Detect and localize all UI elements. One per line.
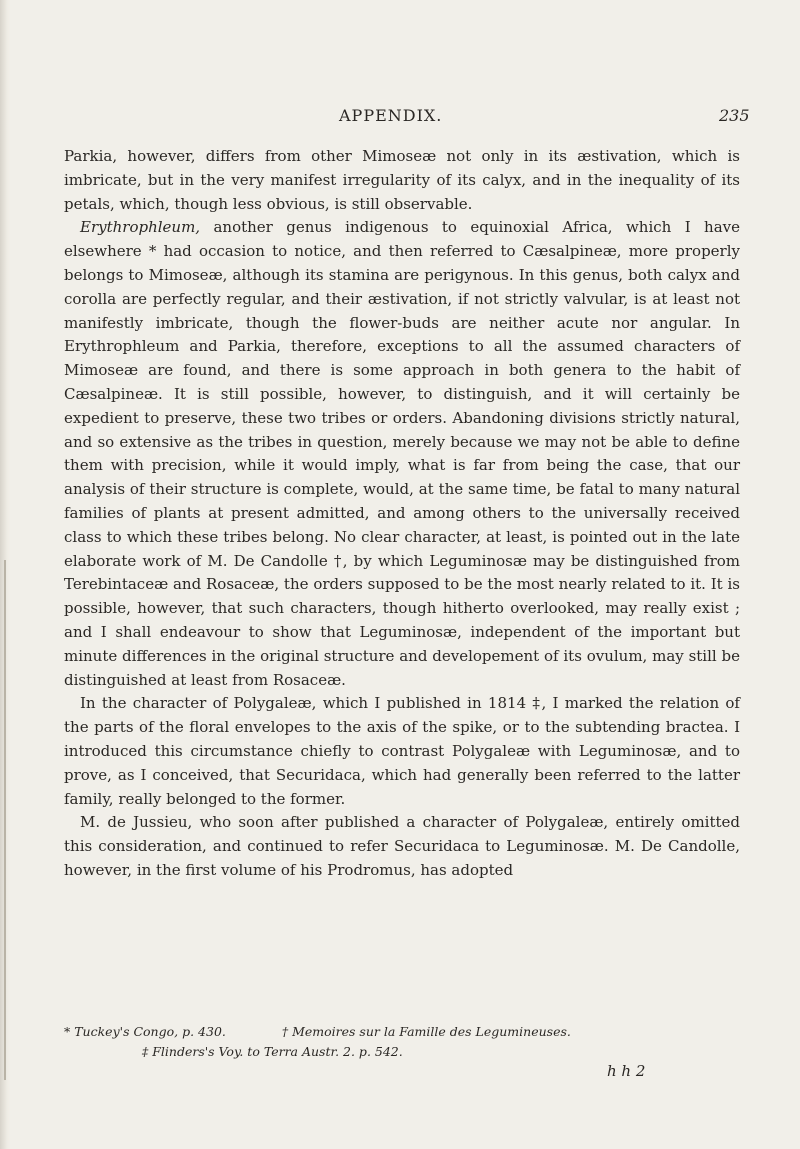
footnote-3: ‡ Flinders's Voy. to Terra Austr. 2. p. 542. xyxy=(142,1044,403,1059)
paragraph-1-text: Parkia, however, differs from other Mimoseæ not only in its æstivation, which is imbricate, but in the very manifest irregularity of its calyx, and in the inequality of its petals, which, though less obvious, is still observable. xyxy=(64,147,740,213)
footnote-2: † Memoires sur la Famille des Legumineuses. xyxy=(281,1024,571,1039)
footnote-row-2 xyxy=(64,1042,740,1062)
page-gutter-edge xyxy=(0,0,10,1149)
paragraph-1 xyxy=(64,145,740,216)
paragraph-3-text: In the character of Polygaleæ, which I published in 1814 ‡, I marked the relation of the parts of the floral envelopes to the axis of the spike, or to the subtending bractea. I introduced this circumstance chiefly to contrast Polygaleæ with Leguminosæ, and to prove, as I conceived, that Securidaca, which had generally been referred to the latter family, really belonged to the former. xyxy=(64,694,740,808)
footnote-1: * Tuckey's Congo, p. 430. xyxy=(64,1024,226,1039)
signature-mark: h h 2 xyxy=(607,1062,646,1080)
paragraph-3 xyxy=(64,692,740,811)
page-number: 235 xyxy=(719,106,750,125)
paragraph-4 xyxy=(64,811,740,882)
footnote-row-1 xyxy=(64,1022,740,1042)
running-head: APPENDIX. xyxy=(339,106,443,125)
paragraph-4-text: M. de Jussieu, who soon after published a character of Polygaleæ, entirely omitted this consideration, and continued to refer Securidaca to Leguminosæ. M. De Candolle, however, in the first volume of his Prodromus, has adopted xyxy=(64,813,740,879)
paragraph-2-lead: Erythrophleum, xyxy=(80,218,201,237)
footnotes xyxy=(64,1022,740,1062)
paragraph-2 xyxy=(64,216,740,692)
page-header xyxy=(0,106,800,134)
paragraph-2-text: another genus indigenous to equinoxial Africa, which I have elsewhere * had occasion to notice, and then referred to Cæsalpineæ, more properly belongs to Mimoseæ, although its stamina are perigynous. In this genus, both calyx and corolla are perfectly regular, and their æstivation, if not strictly valvular, is at least not manifestly imbricate, though the flower-buds are neither acute nor angular. In Erythrophleum and Parkia, therefore, exceptions to all the assumed characters of Mimoseæ are found, and there is some approach in both genera to the habit of Cæsalpineæ. It is still possible, however, to distinguish, and it will certainly be expedient to preserve, these two tribes or orders. Abandoning divisions strictly natural, and so extensive as the tribes in question, merely because we may not be able to define them with precision, while it would imply, what is far from being the case, that our analysis of their structure is complete, would, at the same time, be fatal to many natural families of plants at present admitted, and among others to the universally received class to which these tribes belong. No clear character, at least, is pointed out in the late elaborate work of M. De Candolle †, by which Leguminosæ may be distinguished from Terebintaceæ and Rosaceæ, the orders supposed to be the most nearly related to it. It is possible, however, that such characters, though hitherto overlooked, may really exist ; and I shall endeavour to show that Leguminosæ, independent of the important but minute differences in the original structure and developement of its ovulum, may still be distinguished at least from Rosaceæ. xyxy=(64,218,740,689)
body-text xyxy=(64,145,740,883)
